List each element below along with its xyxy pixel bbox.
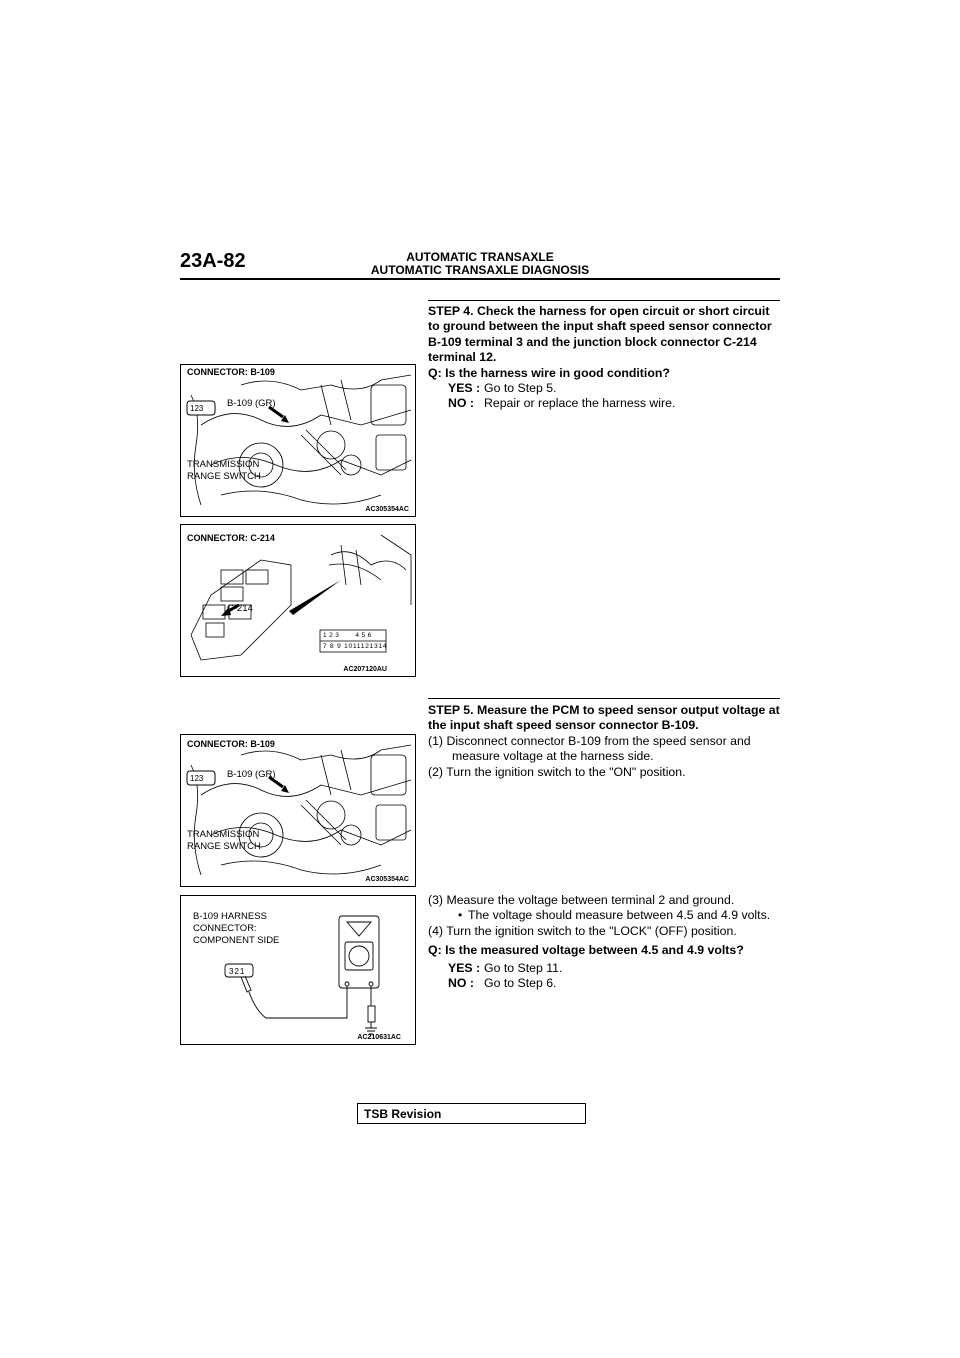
step5-instr-2: (2) Turn the ignition switch to the "ON" position.: [428, 764, 686, 779]
fig3-callout: B-109 (GR): [227, 769, 276, 780]
bullet-dot: •: [458, 908, 463, 923]
step5-block-2: [428, 893, 783, 991]
step5-block: [428, 703, 783, 780]
fig4-line-2: CONNECTOR:: [193, 923, 257, 934]
step4-question: Q: Is the harness wire in good condition?: [428, 365, 670, 380]
fig1-title: CONNECTOR: B-109: [187, 367, 275, 377]
fig3-label-2: RANGE SWITCH: [187, 841, 261, 852]
step5-yes: [448, 961, 783, 976]
junction-block-illustration: [181, 525, 416, 677]
no-text: Repair or replace the harness wire.: [484, 396, 676, 411]
header-rule: [180, 278, 780, 280]
no-text: Go to Step 6.: [484, 976, 557, 991]
fig4-code: AC210631AC: [357, 1034, 401, 1041]
bullet-text: The voltage should measure between 4.5 and 4.9 volts.: [468, 908, 771, 923]
fig2-pin-row-1: 123 456: [323, 632, 374, 639]
fig3-code: AC305354AC: [365, 876, 409, 883]
fig2-pin-row-2: 7 8 9 1011121314: [323, 643, 388, 650]
fig1-pins: 123: [190, 404, 204, 413]
figure-connector-b109-a: [180, 364, 416, 517]
fig2-title: CONNECTOR: C-214: [187, 533, 275, 543]
step5-question: Q: Is the measured voltage between 4.5 and 4.9 volts?: [428, 943, 744, 958]
no-key: NO :: [448, 976, 474, 991]
yes-text: Go to Step 5.: [484, 381, 557, 396]
step5-bullet: [428, 908, 783, 923]
yes-key: YES :: [448, 381, 481, 396]
figure-connector-b109-b: [180, 734, 416, 887]
figure-harness-voltmeter: [180, 895, 416, 1045]
section-number: 23A-82: [180, 250, 246, 272]
fig3-label-1: TRANSMISSION: [187, 829, 260, 840]
fig4-pins: 321: [229, 967, 246, 976]
fig1-callout: B-109 (GR): [227, 398, 276, 409]
step5-heading: STEP 5. Measure the PCM to speed sensor output voltage at the input shaft speed sensor connector B-109.: [428, 703, 780, 733]
step4-yes: [448, 381, 783, 396]
engine-illustration: [181, 365, 416, 517]
header-subtitle: AUTOMATIC TRANSAXLE DIAGNOSIS: [370, 263, 590, 277]
fig3-title: CONNECTOR: B-109: [187, 739, 275, 749]
step4-heading: STEP 4. Check the harness for open circuit or short circuit to ground between the input shaft speed sensor connector B-109 terminal 3 and the junction block connector C-214 terminal 12.: [428, 304, 772, 365]
step5-instr-3: (3) Measure the voltage between terminal 2 and ground.: [428, 893, 735, 907]
engine-illustration: [181, 735, 416, 887]
step4-rule: [428, 300, 780, 301]
step5-rule: [428, 698, 780, 699]
fig1-label-2: RANGE SWITCH: [187, 471, 261, 482]
yes-text: Go to Step 11.: [484, 960, 563, 975]
step5-no: [448, 976, 783, 991]
step4-block: [428, 304, 783, 412]
no-key: NO :: [448, 396, 474, 411]
fig3-pins: 123: [190, 774, 204, 783]
header-main-title: AUTOMATIC TRANSAXLE: [406, 250, 554, 264]
step5-instr-4: (4) Turn the ignition switch to the "LOCK" (OFF) position.: [428, 923, 737, 938]
fig1-code: AC305354AC: [365, 506, 409, 513]
step4-no: [448, 396, 783, 411]
fig4-line-1: B-109 HARNESS: [193, 911, 267, 922]
fig4-line-3: COMPONENT SIDE: [193, 935, 280, 946]
header-title: [340, 251, 620, 277]
tsb-revision-box: TSB Revision: [357, 1103, 586, 1124]
fig2-callout: C-214: [227, 603, 253, 614]
yes-key: YES :: [448, 960, 481, 975]
step5-instr-1: (1) Disconnect connector B-109 from the speed sensor and measure voltage at the harness side.: [428, 733, 751, 764]
figure-connector-c214: [180, 524, 416, 677]
fig2-code: AC207120AU: [343, 666, 387, 673]
fig1-label-1: TRANSMISSION: [187, 459, 260, 470]
